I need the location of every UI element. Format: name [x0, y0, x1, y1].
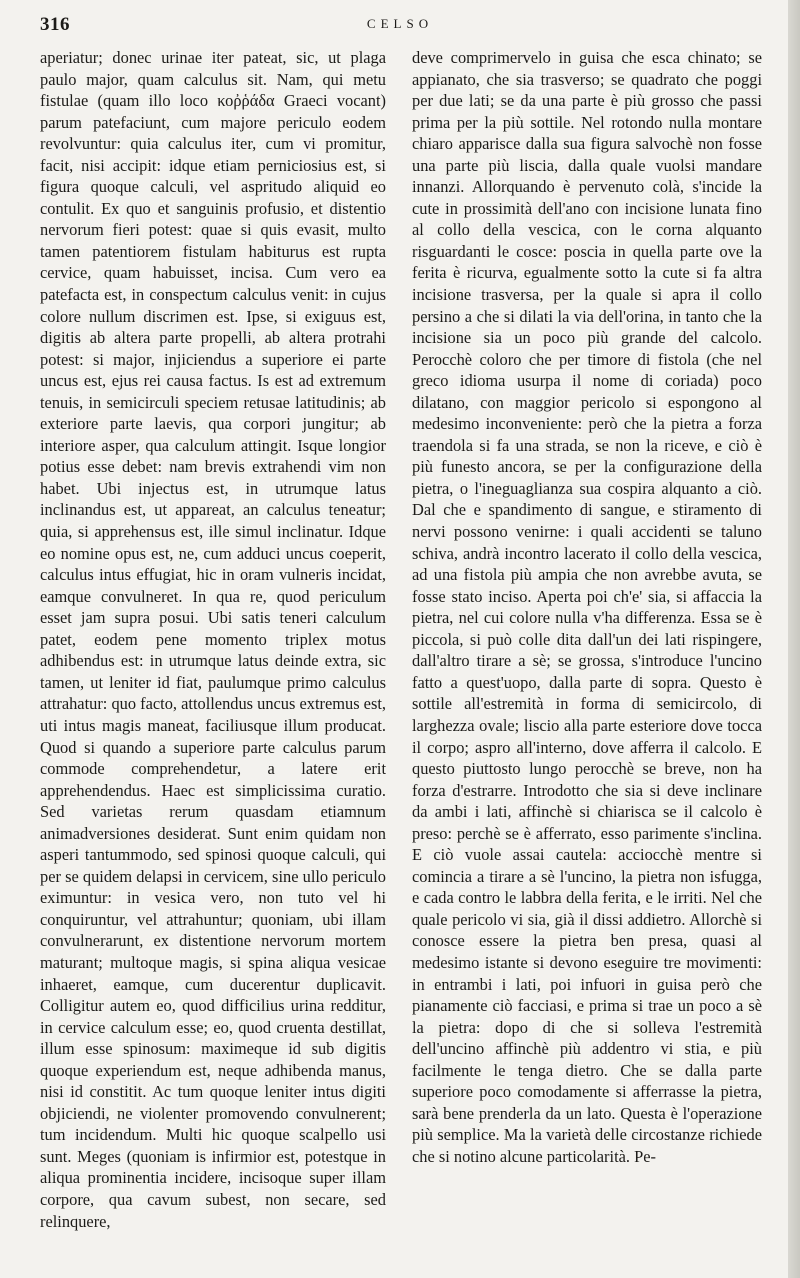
italian-translation-column — [412, 47, 762, 1257]
page-header — [40, 10, 760, 36]
page-number: 316 — [40, 14, 70, 35]
latin-paragraph: aperiatur; donec urinae iter pateat, sic, ut plaga paulo major, quam calculus sit. Nam, qui metu fistulae (quam illo loco κοῤῥάδα Graeci vocant) parum patefaciunt, cum majore periculo eodem revolvuntur: quia calculus iter, cum vi promitur, facit, nisi accipit: idque etiam perniciosius est, si figura quoque calculi, vel aspritudo aliquid eo contulit. Ex quo et sanguinis profusio, et distentio nervorum fieri potest: quae si quis evasit, multo tamen patentiorem fistulam habiturus est rupta cervice, quam habuisset, incisa. Cum vero ea patefacta est, in conspectum calculus venit: in cujus colore nullum discrimen est. Ipse, si exiguus est, digitis ab altera parte propelli, ab altera protrahi potest: si major, injiciendus a superiore ei parte uncus est, ejus rei causa factus. Is est ad extremum tenuis, in semicirculi speciem retusae latitudinis; ab exteriore parte laevis, qua corpori jungitur; ab interiore asper, qua calculum attingit. Isque longior potius esse debet: nam brevis extrahendi vim non habet. Ubi injectus est, in utrumque latus inclinandus est, ut appareat, an calculus teneatur; quia, si apprehensus est, ille simul inclinatur. Idque eo nomine opus est, ne, cum adduci uncus coeperit, calculus intus effugiat, hic in oram vulneris incidat, eamque convulneret. In qua re, quod periculum esset jam supra posui. Ubi satis teneri calculum patet, eodem pene momento triplex motus adhibendus est: in utrumque latus deinde extra, sic tamen, ut leniter id fiat, paulumque primo calculus attrahatur: quo facto, attollendus uncus extremus est, uti intus magis maneat, faciliusque illum producat. Quod si quando a superiore parte calculus parum commode comprehendetur, a latere erit apprehendendus. Haec est simplicissima curatio. Sed varietas rerum quasdam etiamnum animadversiones desiderat. Sunt enim quidam non asperi tantummodo, sed spinosi quoque calculi, qui per se quidem delapsi in cervicem, sine ullo periculo eximuntur: in vesica vero, non tuto vel hi conquiruntur, vel attrahuntur; quoniam, ubi illam convulnerarunt, ex distentione nervorum mortem maturant; multoque magis, si spina aliqua vesicae inhaeret, eamque, cum ducerentur duplicavit. Colligitur autem eo, quod difficilius urina redditur, in cervice calculum esse; eo, quod cruenta destillat, illum esse spinosum: maximeque id sub digitis quoque experiendum est, neque adhibenda manus, nisi id constitit. Ac tum quoque leniter intus digiti objiciendi, ne violenter promovendo convulnerent; tum incidendum. Multi hic quoque scalpello usi sunt. Meges (quoniam is infirmior est, potestque in aliqua prominentia incidere, incisoque super illam corpore, qua cavum subest, non secare, sed relinquere, — [40, 48, 386, 1231]
running-head: CELSO — [366, 16, 434, 31]
latin-text-column — [40, 47, 386, 1257]
page-edge — [788, 0, 800, 1278]
italian-paragraph: deve comprimervelo in guisa che esca chinato; se appianato, che sia trasverso; se quadrato che poggi per due lati; se da una parte è più grosso che passi prima per la più sottile. Nel rotondo nulla montare chiaro apparisce dalla sua figura salvochè non fosse una parte più liscia, dalla quale vuolsi mandare innanzi. Allorquando è pervenuto colà, s'incide la cute in prossimità dell'ano con incisione lunata fino al collo della vescica, con le corna alquanto risguardanti le cosce: poscia in quella parte ove la ferita è ricurva, egualmente sotto la cute si fa altra incisione trasversa, per la quale si apra il collo persino a che si dilati la via dell'orina, in tanto che la incisione sia un poco più grande del calcolo. Perocchè coloro che per timore di fistola (che nel greco idioma usurpa il nome di coriada) poco dilatano, con maggior pericolo si espongono al medesimo inconveniente: però che la pietra a forza traendola si fa una strada, se non la riceve, e ciò è più funesto ancora, se per la configurazione della pietra, o l'ineguaglianza sua cospira alquanto a ciò. Dal che e spandimento di sangue, e stiramento di nervi possono venirne: i quali accidenti se taluno schiva, andrà incontro lacerato il collo della vescica, ad una fistola più ampia che non avrebbe avuta, se fosse stato inciso. Aperta poi ch'e' sia, si affaccia la pietra, nel cui colore nulla v'ha differenza. Essa se è piccola, si può colle dita dall'un dei lati rispingere, dall'altro tirare a sè; se grossa, s'introduce l'uncino fatto a quest'uopo, dalla parte di sopra. Questo è sottile all'estremità in forma di semicircolo, di larghezza ovale; liscio alla parte esteriore dove tocca il corpo; aspro all'interno, dove afferra il calcolo. E questo piuttosto lungo perocchè se breve, non ha forza d'estrarre. Introdotto che sia si deve inclinare da ambi i lati, affinchè si chiarisca se il calcolo è preso: perchè se è afferrato, esso parimente s'inclina. E ciò vuole assai cautela: acciocchè mentre si comincia a tirare a sè l'uncino, la pietra non isfugga, e cada contro le labbra della ferita, e le irriti. Nel che quale pericolo vi sia, già il dissi addietro. Allorchè si conosce essere la pietra ben presa, quasi al medesimo istante si devono eseguire tre movimenti: in entrambi i lati, poi infuori in guisa però che pianamente ciò facciasi, e prima si trae un poco a sè la pietra: dopo di che si solleva l'estremità dell'uncino affinchè più addentro vi stia, e più facilmente le tenga dietro. Che se dalla parte superiore poco comodamente si afferrasse la pietra, sarà bene prenderla da un lato. Questa è l'operazione più semplice. Ma la varietà delle circostanze richiede che si notino alcune particolarità. Pe- — [412, 48, 762, 1166]
